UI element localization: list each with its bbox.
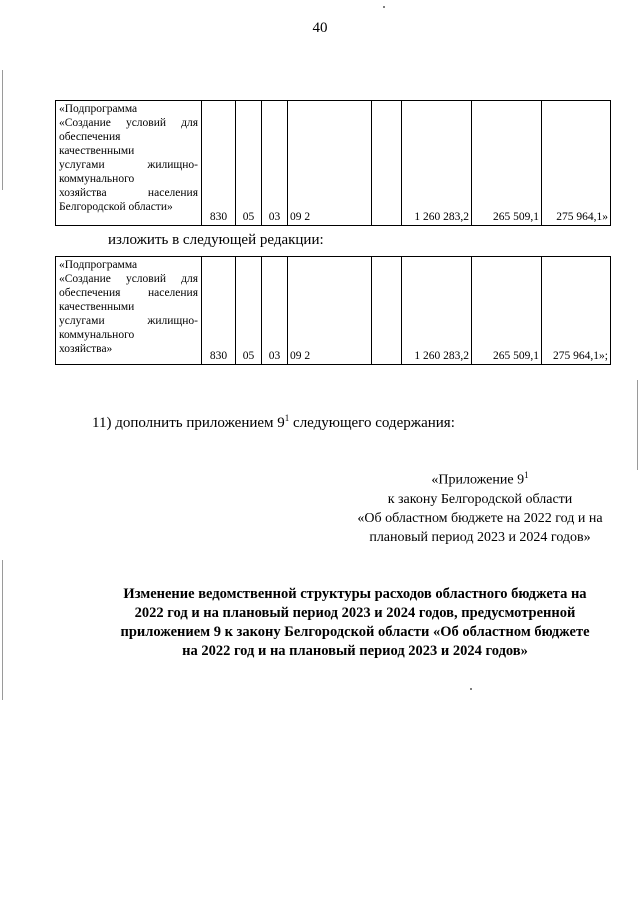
- program-name-line: «Создание условий для: [59, 273, 198, 285]
- section-code-cell: 05: [236, 257, 262, 365]
- program-name-line: хозяйства»: [59, 343, 113, 355]
- intro-text: изложить в следующей редакции:: [108, 232, 324, 248]
- heading-line: приложением 9 к закону Белгородской области «Об областном бюджете: [120, 624, 590, 640]
- target-article-cell: 09 2: [288, 101, 372, 226]
- program-name-line: обеспечения: [59, 131, 121, 143]
- table-row: [56, 257, 611, 365]
- amendment-item-superscript: 1: [284, 413, 290, 423]
- program-name-line: «Подпрограмма: [59, 103, 138, 115]
- amount-2023-cell: 265 509,1: [472, 101, 542, 226]
- program-name-line: хозяйства населения: [59, 187, 198, 199]
- document-heading: [95, 585, 615, 661]
- amendment-item-prefix: 11) дополнить приложением 9: [92, 415, 285, 431]
- scan-edge-mark: [2, 560, 3, 700]
- program-name-line: коммунального: [59, 173, 135, 185]
- appendix-title: [330, 466, 630, 490]
- heading-line: Изменение ведомственной структуры расходов областного бюджета на: [123, 586, 587, 602]
- amount-2024-cell: 275 964,1»: [542, 101, 611, 226]
- program-name-line: услугами жилищно-: [59, 315, 198, 327]
- program-name-line: обеспечения населения: [59, 287, 198, 299]
- ministry-code-cell: 830: [202, 257, 236, 365]
- amount-2022-cell: 1 260 283,2: [402, 101, 472, 226]
- amount-2023-cell: 265 509,1: [472, 257, 542, 365]
- appendix-title-superscript: 1: [524, 470, 529, 480]
- scan-speck: [383, 6, 385, 8]
- budget-table-new: [55, 256, 611, 365]
- amendment-item-suffix: следующего содержания:: [289, 415, 455, 431]
- expense-type-cell: [372, 101, 402, 226]
- program-name-line: коммунального: [59, 329, 135, 341]
- subsection-code-cell: 03: [262, 101, 288, 226]
- program-name-cell: [56, 257, 202, 365]
- program-name-line: услугами жилищно-: [59, 159, 198, 171]
- amount-2024-cell: 275 964,1»;: [542, 257, 611, 365]
- program-name-line: качественными: [59, 301, 135, 313]
- page-number: 40: [312, 20, 328, 36]
- budget-table-old: [55, 100, 611, 226]
- subsection-code-cell: 03: [262, 257, 288, 365]
- program-name-cell: [56, 101, 202, 226]
- appendix-law-line: к закону Белгородской области: [387, 491, 573, 507]
- heading-line: на 2022 год и на плановый период 2023 и 2024 годов»: [182, 643, 528, 659]
- program-name-line: «Создание условий для: [59, 117, 198, 129]
- scan-speck: [470, 688, 472, 690]
- appendix-header: [330, 466, 630, 547]
- table-row: [56, 101, 611, 226]
- amendment-item-text: [92, 413, 455, 432]
- ministry-code-cell: 830: [202, 101, 236, 226]
- section-code-cell: 05: [236, 101, 262, 226]
- appendix-title-text: «Приложение 9: [431, 472, 525, 488]
- heading-line: 2022 год и на плановый период 2023 и 2024 годов, предусмотренной: [134, 605, 576, 621]
- appendix-period-line: плановый период 2023 и 2024 годов»: [369, 529, 591, 545]
- expense-type-cell: [372, 257, 402, 365]
- program-name-line: «Подпрограмма: [59, 259, 138, 271]
- scan-edge-mark: [637, 380, 638, 470]
- program-name-line: Белгородской области»: [59, 201, 173, 213]
- scan-edge-mark: [2, 70, 3, 190]
- appendix-law-title-line: «Об областном бюджете на 2022 год и на: [357, 510, 603, 526]
- target-article-cell: 09 2: [288, 257, 372, 365]
- program-name-line: качественными: [59, 145, 135, 157]
- amount-2022-cell: 1 260 283,2: [402, 257, 472, 365]
